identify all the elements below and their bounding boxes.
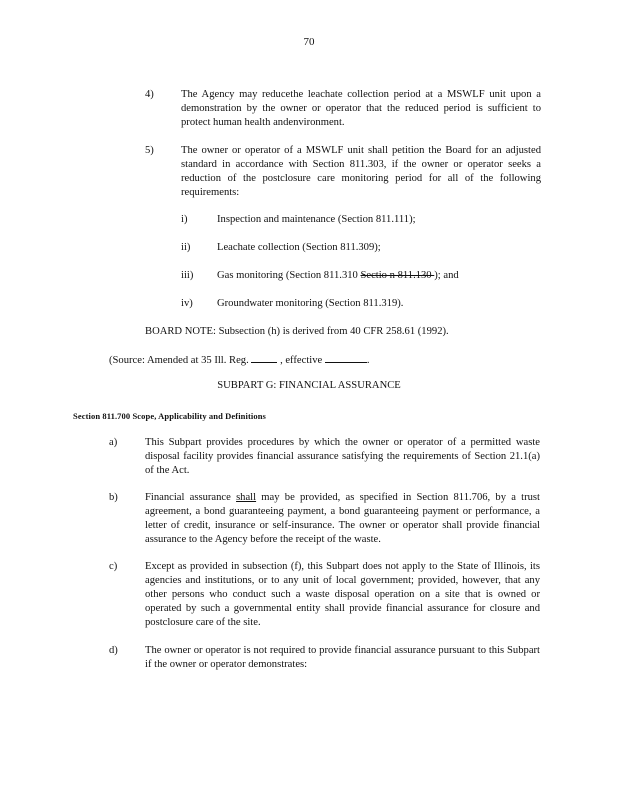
item-number: 4) [145,89,154,100]
source-end: . [366,355,370,366]
paragraph-text: This Subpart provides procedures by which the owner or operator of a permitted waste disposal facility provides financial assurance satisfying the requirements of Section 21.1(a) of the Act. [145,437,540,476]
item-number: 5) [145,145,154,156]
source-line [109,352,529,368]
page-number: 70 [303,36,315,48]
paragraph-number: b) [109,492,118,503]
paragraph-text-after: may be provided, as specified in Section 811.706, by a trust agreement, a bond guaranteeing payment, a bond guaranteeing payment or performance, a letter of credit, insurance or self-insurance. The owner or operator shall provide financial assurance to the Agency before the receipt of the waste. [145,492,540,545]
subitem-text-after: ); and [434,270,459,281]
blank-line [325,352,367,363]
subitem-text: Leachate collection (Section 811.309); [217,242,381,253]
subitem-text: Groundwater monitoring (Section 811.319). [217,298,404,309]
paragraph-text: Except as provided in subsection (f), this Subpart does not apply to the State of Illinois, its agencies and institutions, or to any unit of local government; provided, however, that any other persons who conduct such a waste disposal operation on a site that is owned or operated by such a governmental entity shall provide financial assurance for closure and postclosure care of the site. [145,561,540,628]
struck-text: Sectio n 811.130 [360,270,435,281]
subitem-number: iii) [181,270,194,281]
source-middle: , effective [280,355,323,366]
subitem-text [217,269,537,283]
subitem-number: i) [181,214,188,225]
subitem-number: ii) [181,242,191,253]
subpart-title: SUBPART G: FINANCIAL ASSURANCE [217,380,401,391]
subitem-number: iv) [181,298,193,309]
section-heading: Section 811.700 Scope, Applicability and Definitions [73,411,266,421]
paragraph-number: c) [109,561,118,572]
paragraph-number: d) [109,645,118,656]
item-text: The owner or operator of a MSWLF unit shall petition the Board for an adjusted standard in accordance with Section 811.303, if the owner or operator seeks a reduction of the postclosure care monitoring period for all of the following requirements: [181,145,541,198]
paragraph-number: a) [109,437,118,448]
board-note: BOARD NOTE: Subsection (h) is derived from 40 CFR 258.61 (1992). [145,326,449,337]
paragraph-text: The owner or operator is not required to provide financial assurance pursuant to this Subpart if the owner or operator demonstrates: [145,645,540,670]
blank-line [251,352,277,363]
underlined-text: shall [236,492,257,503]
source-prefix: (Source: Amended at 35 Ill. Reg. [109,355,249,366]
item-text: The Agency may reducethe leachate collection period at a MSWLF unit upon a demonstration by the owner or operator that the reduced period is sufficient to protect human health andenvironment. [181,89,541,128]
subitem-text: Inspection and maintenance (Section 811.111); [217,214,416,225]
paragraph-text [145,491,540,547]
subitem-text-before: Gas monitoring (Section 811.310 [217,270,361,281]
paragraph-text-before: Financial assurance [145,492,237,503]
